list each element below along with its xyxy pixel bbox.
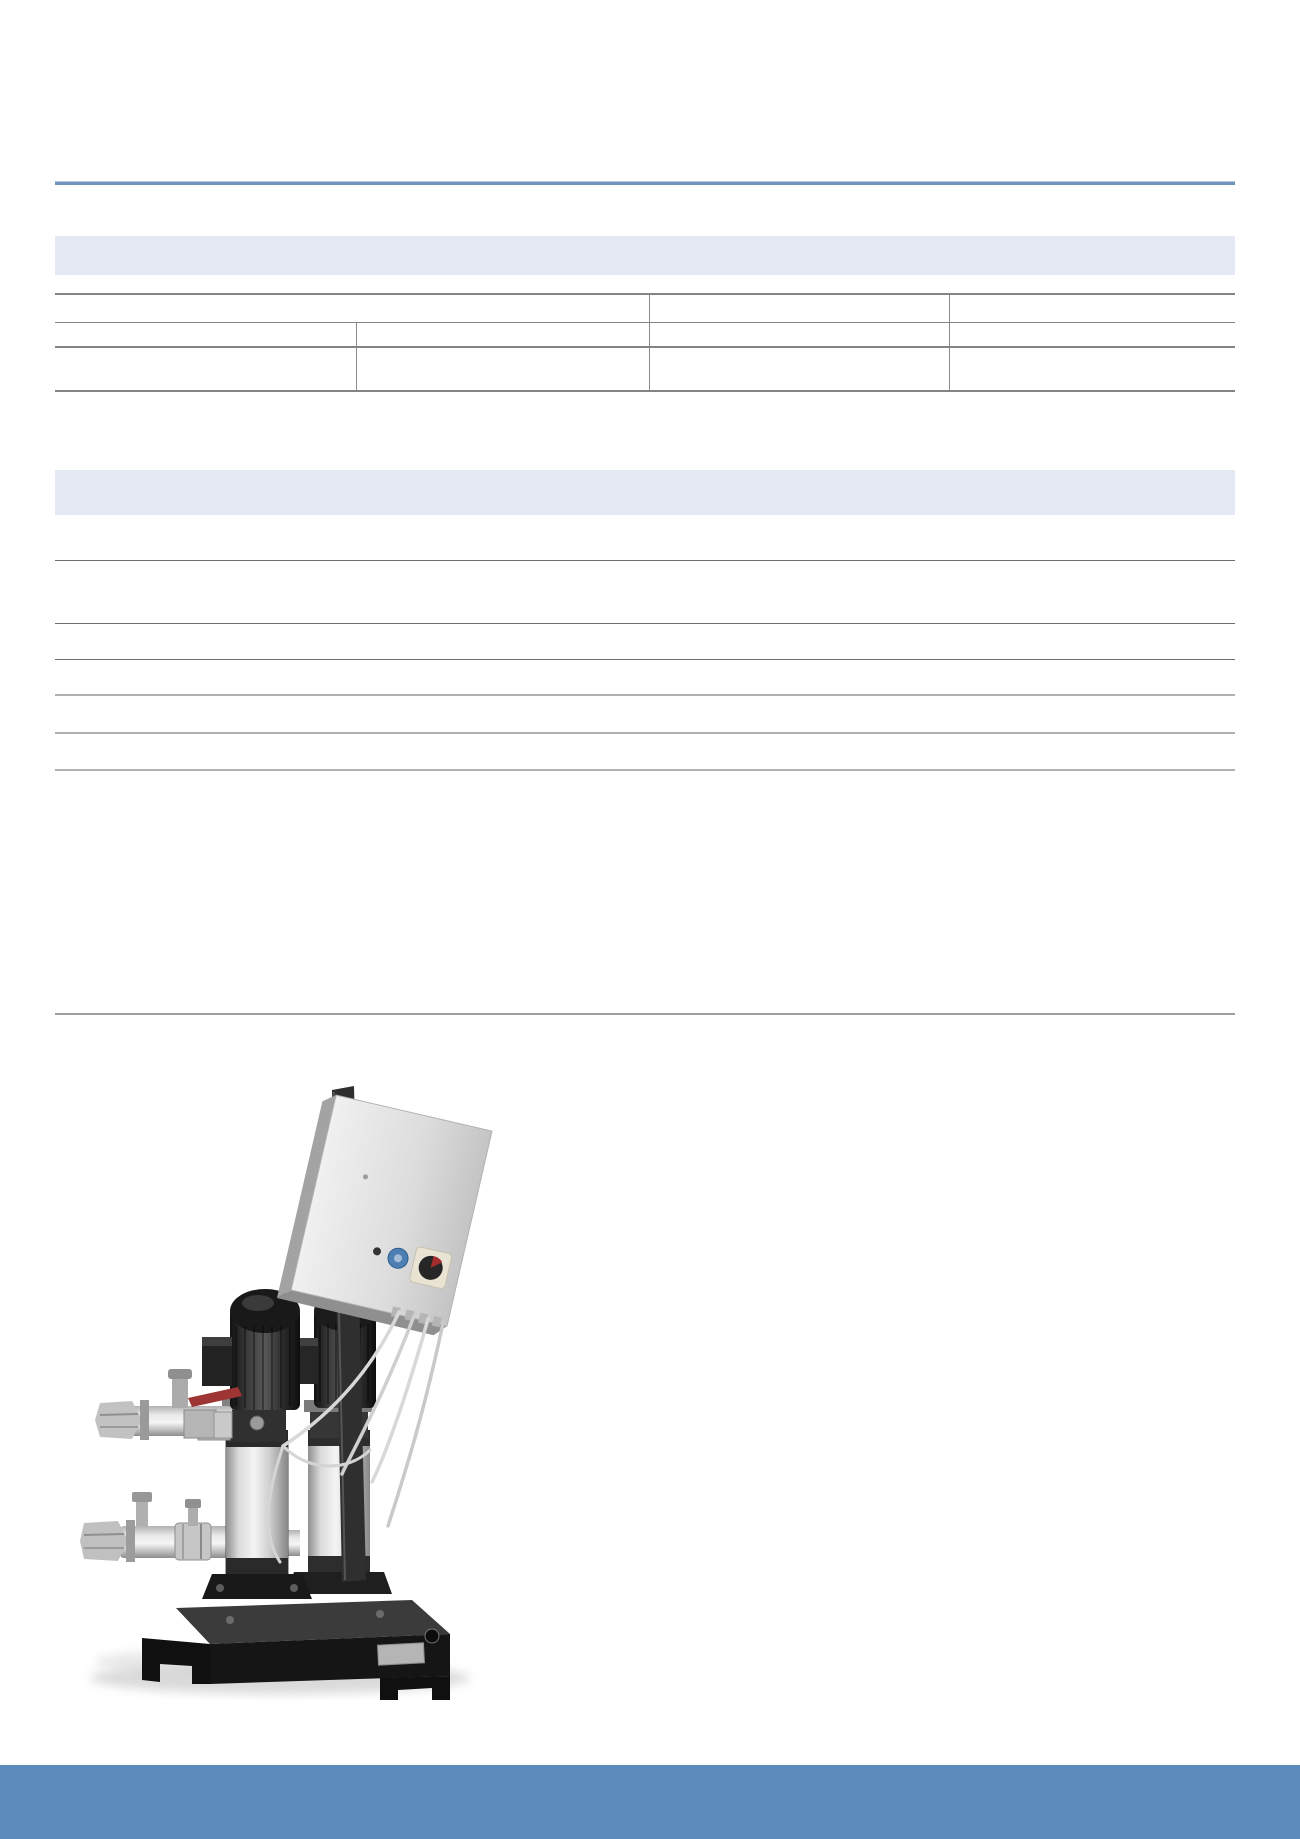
table-cell <box>950 295 1235 322</box>
nameplate <box>378 1643 425 1665</box>
table-cell <box>650 348 950 390</box>
table-row-divider <box>55 623 1235 624</box>
table-cell <box>650 323 950 346</box>
table-row-divider <box>55 769 1235 771</box>
pump-booster-set-image <box>80 1080 500 1700</box>
table-row-divider <box>55 560 1235 561</box>
table-row <box>55 323 1235 348</box>
table-cell <box>950 348 1235 390</box>
section-divider-rule <box>55 1013 1235 1015</box>
table-row <box>55 295 1235 323</box>
table-cell <box>950 323 1235 346</box>
spec-table-main-header-band <box>55 470 1235 515</box>
spec-table-top-header-band <box>55 236 1235 275</box>
table-cell <box>55 348 357 390</box>
control-box <box>277 1092 492 1337</box>
table-cell <box>650 295 950 322</box>
table-row-divider <box>55 659 1235 660</box>
table-cell <box>357 323 650 346</box>
table-row <box>55 348 1235 390</box>
footer-band <box>0 1765 1300 1839</box>
table-row-divider <box>55 694 1235 696</box>
table-cell <box>357 348 650 390</box>
product-photo <box>80 1080 500 1700</box>
top-accent-rule <box>55 181 1235 185</box>
table-cell <box>55 295 650 322</box>
table-row-divider <box>55 732 1235 734</box>
table-cell <box>55 323 357 346</box>
spec-table-top <box>55 293 1235 392</box>
